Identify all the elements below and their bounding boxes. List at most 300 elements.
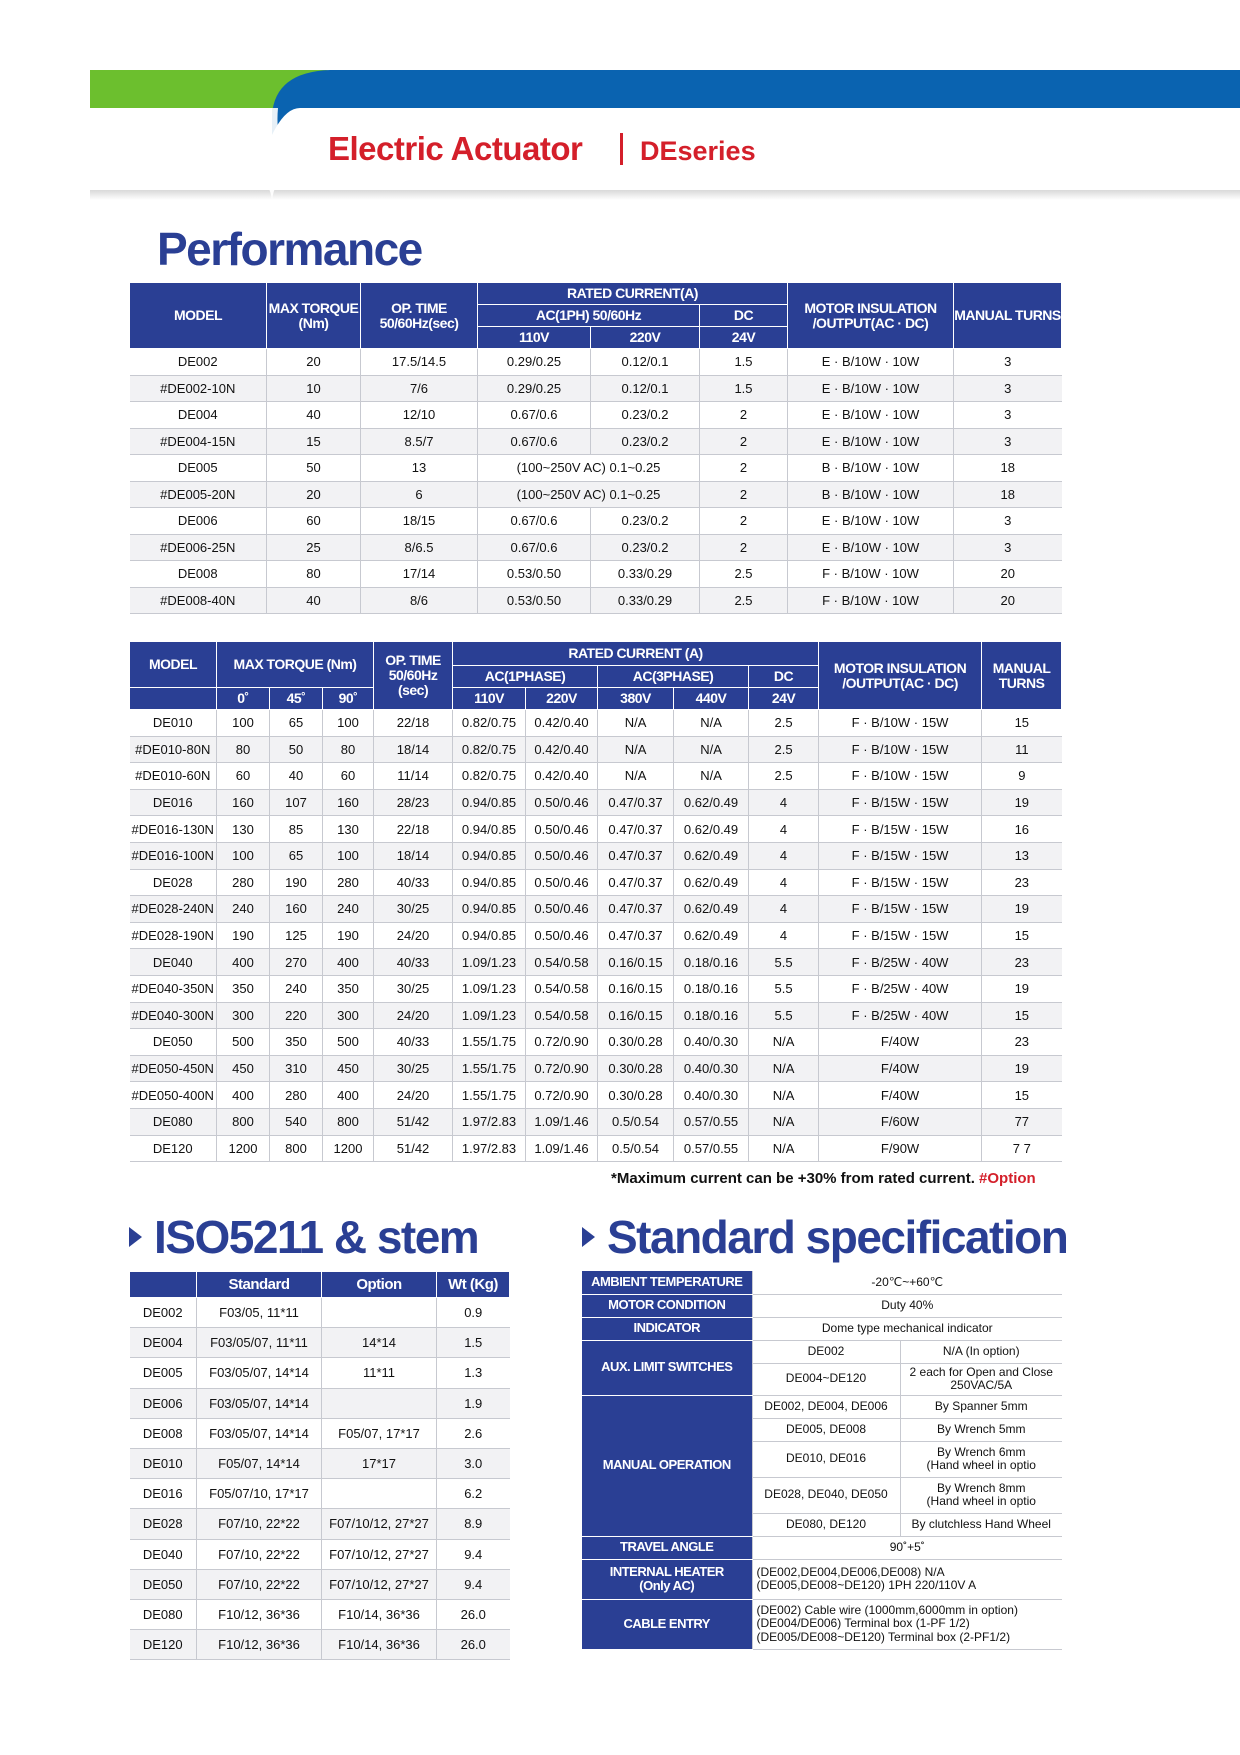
t2-cell-t45: 160	[270, 896, 323, 923]
header-title: Electric Actuator	[328, 130, 583, 167]
spec-travel-label: TRAVEL ANGLE	[582, 1536, 752, 1559]
t1-cell-torque: 50	[267, 455, 361, 482]
t2-cell-c440: N/A	[674, 736, 749, 763]
t2-cell-c380: 0.5/0.54	[598, 1108, 674, 1135]
t2-cell-motor: F · B/15W · 15W	[819, 789, 982, 816]
table-row	[130, 508, 1062, 535]
t1-cell-model: #DE004-15N	[130, 428, 267, 455]
t2-cell-c440: 0.18/0.16	[674, 975, 749, 1002]
t2-cell-c110: 0.94/0.85	[453, 789, 526, 816]
t1-cell-motor: E · B/10W · 10W	[788, 428, 954, 455]
t2-cell-turns: 19	[982, 789, 1062, 816]
t2-cell-model: #DE010-80N	[130, 736, 217, 763]
table-row	[130, 1539, 510, 1569]
t2-header-380v: 380V	[598, 688, 674, 710]
spec-manual-model-4: DE028, DE040, DE050	[752, 1477, 900, 1513]
banner-blue-swoosh	[272, 70, 1240, 135]
t1-header-op-time: OP. TIME 50/60Hz(sec)	[361, 283, 478, 349]
t1-cell-time: 8/6.5	[361, 534, 478, 561]
t2-cell-motor: F/40W	[819, 1082, 982, 1109]
t2-cell-motor: F · B/10W · 15W	[819, 736, 982, 763]
spec-manual-value-3	[900, 1441, 1062, 1477]
t2-cell-turns: 23	[982, 1029, 1062, 1056]
t2-cell-t90: 450	[323, 1055, 374, 1082]
t2-cell-c110: 1.55/1.75	[453, 1082, 526, 1109]
t2-cell-c440: 0.40/0.30	[674, 1055, 749, 1082]
spec-aux-value-2a: 2 each for Open and Close	[909, 1364, 1053, 1379]
table-row	[130, 1328, 510, 1358]
spec-table	[582, 1271, 1062, 1650]
spec-motor-label: MOTOR CONDITION	[582, 1294, 752, 1317]
iso-cell-standard: F05/07, 14*14	[197, 1448, 322, 1478]
t2-cell-turns: 19	[982, 1055, 1062, 1082]
iso-cell-model: DE028	[130, 1509, 197, 1539]
t1-cell-dc: 2.5	[700, 587, 788, 614]
iso-cell-model: DE002	[130, 1298, 197, 1328]
t2-cell-time: 30/25	[374, 975, 453, 1002]
t1-cell-110v: 0.29/0.25	[478, 375, 591, 402]
t2-cell-dc: 2.5	[749, 736, 819, 763]
t2-cell-t45: 240	[270, 975, 323, 1002]
t2-cell-time: 24/20	[374, 922, 453, 949]
t1-cell-motor: E · B/10W · 10W	[788, 402, 954, 429]
t2-cell-t45: 540	[270, 1108, 323, 1135]
t1-header-dc: DC	[700, 305, 788, 327]
t2-cell-motor: F · B/15W · 15W	[819, 816, 982, 843]
t2-cell-c380: 0.47/0.37	[598, 789, 674, 816]
t2-cell-c220: 0.54/0.58	[526, 949, 598, 976]
spec-travel-value: 90˚+5˚	[752, 1536, 1062, 1559]
t1-cell-turns: 3	[954, 508, 1062, 535]
table-row	[130, 1108, 1062, 1135]
iso-cell-model: DE016	[130, 1479, 197, 1509]
footnote-text: *Maximum current can be +30% from rated current.	[611, 1170, 975, 1187]
table-row	[130, 587, 1062, 614]
t2-cell-time: 18/14	[374, 736, 453, 763]
spec-cable-value-2: (DE004/DE006) Terminal box (1-PF 1/2)	[756, 1616, 970, 1631]
t1-cell-model: DE005	[130, 455, 267, 482]
iso-header-model	[130, 1272, 197, 1298]
t2-cell-turns: 16	[982, 816, 1062, 843]
t2-cell-t0: 130	[217, 816, 270, 843]
header-separator	[620, 133, 623, 165]
spec-manual-value-3a: By Wrench 6mm	[937, 1444, 1026, 1459]
t1-cell-turns: 3	[954, 375, 1062, 402]
spec-title: Standard specification	[607, 1211, 1068, 1263]
t2-cell-t45: 40	[270, 763, 323, 790]
iso-cell-wt: 8.9	[437, 1509, 510, 1539]
t1-cell-dc: 2	[700, 455, 788, 482]
t2-cell-t45: 190	[270, 869, 323, 896]
t2-cell-dc: 5.5	[749, 1002, 819, 1029]
t1-cell-110v: 0.53/0.50	[478, 561, 591, 588]
t2-cell-c380: 0.47/0.37	[598, 816, 674, 843]
iso-cell-wt: 9.4	[437, 1569, 510, 1599]
t2-header-angle-90: 90˚	[323, 688, 374, 710]
t2-cell-c110: 0.82/0.75	[453, 736, 526, 763]
spec-manual-value-4a: By Wrench 8mm	[937, 1480, 1026, 1495]
iso-cell-wt: 9.4	[437, 1539, 510, 1569]
t1-body	[130, 349, 1062, 614]
t1-cell-model: #DE006-25N	[130, 534, 267, 561]
t2-cell-c220: 1.09/1.46	[526, 1135, 598, 1162]
t2-cell-t90: 240	[323, 896, 374, 923]
t2-cell-turns: 23	[982, 949, 1062, 976]
t2-cell-c110: 1.55/1.75	[453, 1055, 526, 1082]
t1-cell-motor: E · B/10W · 10W	[788, 375, 954, 402]
table-row	[130, 1029, 1062, 1056]
t2-cell-c220: 0.72/0.90	[526, 1029, 598, 1056]
t1-cell-time: 18/15	[361, 508, 478, 535]
spec-heater-value	[752, 1559, 1062, 1599]
t2-cell-c440: N/A	[674, 763, 749, 790]
t2-cell-t45: 220	[270, 1002, 323, 1029]
t2-cell-dc: 4	[749, 896, 819, 923]
t2-cell-t45: 65	[270, 710, 323, 737]
t1-cell-motor: B · B/10W · 10W	[788, 481, 954, 508]
t2-cell-model: #DE040-300N	[130, 1002, 217, 1029]
t2-cell-motor: F · B/25W · 40W	[819, 949, 982, 976]
iso-cell-standard: F03/05/07, 14*14	[197, 1418, 322, 1448]
iso-cell-wt: 0.9	[437, 1298, 510, 1328]
t2-cell-c220: 0.42/0.40	[526, 763, 598, 790]
t1-cell-dc: 2	[700, 534, 788, 561]
iso-cell-model: DE120	[130, 1630, 197, 1660]
t2-cell-t0: 1200	[217, 1135, 270, 1162]
iso-cell-option: 11*11	[322, 1358, 437, 1388]
t2-cell-model: DE010	[130, 710, 217, 737]
t1-cell-turns: 18	[954, 455, 1062, 482]
t2-cell-model: #DE016-130N	[130, 816, 217, 843]
table-row	[130, 1082, 1062, 1109]
t1-cell-dc: 1.5	[700, 375, 788, 402]
t1-cell-model: DE002	[130, 349, 267, 376]
t2-header-rated-current: RATED CURRENT (A)	[453, 642, 819, 666]
t2-cell-t90: 280	[323, 869, 374, 896]
t1-cell-time: 17.5/14.5	[361, 349, 478, 376]
table-row	[130, 481, 1062, 508]
t1-cell-110v: 0.67/0.6	[478, 402, 591, 429]
table-row	[130, 1358, 510, 1388]
t1-header-manual: MANUAL TURNS	[954, 283, 1062, 349]
t2-cell-dc: 4	[749, 922, 819, 949]
table-row	[130, 975, 1062, 1002]
t2-cell-motor: F/40W	[819, 1029, 982, 1056]
t2-cell-c440: 0.62/0.49	[674, 842, 749, 869]
iso-cell-model: DE008	[130, 1418, 197, 1448]
iso-cell-wt: 26.0	[437, 1599, 510, 1629]
spec-motor-value: Duty 40%	[752, 1294, 1062, 1317]
t2-cell-c110: 1.09/1.23	[453, 949, 526, 976]
t1-header-motor: MOTOR INSULATION /OUTPUT(AC · DC)	[788, 283, 954, 349]
t2-cell-t90: 400	[323, 949, 374, 976]
iso-cell-model: DE040	[130, 1539, 197, 1569]
t2-cell-dc: N/A	[749, 1055, 819, 1082]
t2-cell-c220: 0.50/0.46	[526, 842, 598, 869]
t2-cell-dc: 4	[749, 842, 819, 869]
t2-cell-t0: 240	[217, 896, 270, 923]
t1-header-110v: 110V	[478, 327, 591, 349]
iso-cell-option: F07/10/12, 27*27	[322, 1569, 437, 1599]
t1-cell-model: DE006	[130, 508, 267, 535]
t1-cell-turns: 20	[954, 561, 1062, 588]
t2-cell-turns: 77	[982, 1108, 1062, 1135]
spec-manual-value-1: By Spanner 5mm	[900, 1395, 1062, 1418]
iso-cell-standard: F03/05, 11*11	[197, 1298, 322, 1328]
t2-cell-time: 24/20	[374, 1082, 453, 1109]
t2-cell-c380: N/A	[598, 763, 674, 790]
t1-cell-dc: 2	[700, 508, 788, 535]
t2-cell-t0: 100	[217, 842, 270, 869]
t2-cell-model: #DE040-350N	[130, 975, 217, 1002]
t2-cell-t90: 500	[323, 1029, 374, 1056]
t2-cell-c440: 0.62/0.49	[674, 869, 749, 896]
t2-cell-time: 22/18	[374, 816, 453, 843]
t2-cell-c440: 0.40/0.30	[674, 1029, 749, 1056]
t2-header-440v: 440V	[674, 688, 749, 710]
t2-cell-c110: 1.09/1.23	[453, 1002, 526, 1029]
t2-cell-c380: 0.47/0.37	[598, 869, 674, 896]
iso-cell-model: DE010	[130, 1448, 197, 1478]
t2-cell-c380: 0.16/0.15	[598, 1002, 674, 1029]
t2-header-110v: 110V	[453, 688, 526, 710]
table-row	[130, 1599, 510, 1629]
spec-aux-model-2: DE004~DE120	[752, 1363, 900, 1395]
t2-cell-t45: 270	[270, 949, 323, 976]
t2-cell-t0: 400	[217, 949, 270, 976]
t1-cell-110v: 0.67/0.6	[478, 508, 591, 535]
t2-cell-t45: 350	[270, 1029, 323, 1056]
table-row	[130, 842, 1062, 869]
t2-header-ac1phase: AC(1PHASE)	[453, 666, 598, 688]
iso-cell-model: DE050	[130, 1569, 197, 1599]
t2-cell-model: #DE028-190N	[130, 922, 217, 949]
t2-cell-time: 18/14	[374, 842, 453, 869]
t2-cell-dc: N/A	[749, 1082, 819, 1109]
spec-manual-value-5: By clutchless Hand Wheel	[900, 1513, 1062, 1536]
t1-cell-220v: 0.12/0.1	[591, 349, 700, 376]
t1-cell-220v: 0.33/0.29	[591, 561, 700, 588]
table-row	[130, 1135, 1062, 1162]
t2-header-220v: 220V	[526, 688, 598, 710]
t2-cell-c440: 0.62/0.49	[674, 789, 749, 816]
spec-ambient-label: AMBIENT TEMPERATURE	[582, 1271, 752, 1294]
t1-cell-turns: 3	[954, 402, 1062, 429]
spec-manual-model-5: DE080, DE120	[752, 1513, 900, 1536]
spec-aux-model-1: DE002	[752, 1340, 900, 1363]
iso-header-option: Option	[322, 1272, 437, 1298]
t1-cell-dc: 2.5	[700, 561, 788, 588]
t2-cell-t90: 300	[323, 1002, 374, 1029]
t2-cell-t0: 160	[217, 789, 270, 816]
t1-cell-dc: 2	[700, 481, 788, 508]
spec-ambient-value: -20℃~+60℃	[752, 1271, 1062, 1294]
t2-cell-motor: F · B/15W · 15W	[819, 922, 982, 949]
t2-cell-c110: 1.97/2.83	[453, 1135, 526, 1162]
t1-cell-torque: 60	[267, 508, 361, 535]
t1-cell-220v: 0.23/0.2	[591, 402, 700, 429]
t2-cell-t90: 100	[323, 842, 374, 869]
table-row	[130, 428, 1062, 455]
t1-cell-torque: 80	[267, 561, 361, 588]
t2-cell-t45: 50	[270, 736, 323, 763]
iso-cell-wt: 26.0	[437, 1630, 510, 1660]
iso-cell-option: F10/14, 36*36	[322, 1599, 437, 1629]
t2-cell-motor: F/40W	[819, 1055, 982, 1082]
t2-header-dc: DC	[749, 666, 819, 688]
iso-cell-wt: 1.5	[437, 1328, 510, 1358]
table-row	[130, 1388, 510, 1418]
t2-cell-c110: 1.55/1.75	[453, 1029, 526, 1056]
spec-manual-value-4	[900, 1477, 1062, 1513]
table-row	[130, 816, 1062, 843]
t2-cell-c380: N/A	[598, 710, 674, 737]
t1-cell-turns: 3	[954, 534, 1062, 561]
t1-cell-220v: 0.33/0.29	[591, 587, 700, 614]
iso-cell-wt: 1.9	[437, 1388, 510, 1418]
t2-cell-t0: 400	[217, 1082, 270, 1109]
spec-aux-label: AUX. LIMIT SWITCHES	[582, 1340, 752, 1395]
spec-title-wrap	[582, 1210, 1067, 1264]
t2-cell-c440: 0.57/0.55	[674, 1135, 749, 1162]
t1-header-max-torque: MAX TORQUE (Nm)	[267, 283, 361, 349]
table-row	[130, 736, 1062, 763]
table-row	[130, 1418, 510, 1448]
table-row	[130, 1569, 510, 1599]
iso-cell-standard: F07/10, 22*22	[197, 1509, 322, 1539]
iso-cell-option	[322, 1298, 437, 1328]
t2-cell-t90: 130	[323, 816, 374, 843]
t2-cell-c380: 0.16/0.15	[598, 975, 674, 1002]
iso-cell-model: DE004	[130, 1328, 197, 1358]
t1-cell-torque: 25	[267, 534, 361, 561]
t2-cell-t0: 450	[217, 1055, 270, 1082]
iso-cell-option: F05/07, 17*17	[322, 1418, 437, 1448]
t1-cell-turns: 3	[954, 428, 1062, 455]
iso-cell-standard: F10/12, 36*36	[197, 1630, 322, 1660]
t2-cell-model: DE016	[130, 789, 217, 816]
t2-cell-c380: 0.30/0.28	[598, 1055, 674, 1082]
t2-cell-t90: 80	[323, 736, 374, 763]
t2-cell-dc: 4	[749, 816, 819, 843]
spec-heater-value-2: (DE005,DE008~DE120) 1PH 220/110V A	[756, 1578, 977, 1592]
t2-cell-t0: 500	[217, 1029, 270, 1056]
t2-header-model-blank	[130, 688, 217, 710]
table-row	[130, 1509, 510, 1539]
t1-cell-time: 8.5/7	[361, 428, 478, 455]
table-row	[130, 922, 1062, 949]
iso-cell-option: 17*17	[322, 1448, 437, 1478]
t1-cell-110v: 0.67/0.6	[478, 534, 591, 561]
t2-cell-c380: 0.47/0.37	[598, 922, 674, 949]
t2-cell-time: 30/25	[374, 896, 453, 923]
table-row	[130, 349, 1062, 376]
t2-cell-t45: 65	[270, 842, 323, 869]
table-row	[130, 375, 1062, 402]
t2-cell-c220: 0.42/0.40	[526, 736, 598, 763]
t2-cell-t45: 85	[270, 816, 323, 843]
t2-cell-t90: 400	[323, 1082, 374, 1109]
iso-title-wrap	[129, 1210, 478, 1264]
t1-cell-torque: 40	[267, 587, 361, 614]
t2-cell-t45: 800	[270, 1135, 323, 1162]
t1-cell-model: DE004	[130, 402, 267, 429]
iso-cell-option: F07/10/12, 27*27	[322, 1509, 437, 1539]
iso-table	[129, 1271, 510, 1660]
iso-body	[130, 1298, 510, 1660]
t2-cell-time: 40/33	[374, 949, 453, 976]
spec-heater-label-b: (Only AC)	[639, 1578, 695, 1593]
header-subtitle: DEseries	[640, 136, 756, 166]
t2-cell-dc: N/A	[749, 1029, 819, 1056]
spec-aux-value-2b: 250VAC/5A	[950, 1378, 1013, 1392]
iso-cell-standard: F10/12, 36*36	[197, 1599, 322, 1629]
t2-cell-c110: 0.94/0.85	[453, 816, 526, 843]
iso-cell-wt: 6.2	[437, 1479, 510, 1509]
t2-cell-c440: 0.62/0.49	[674, 816, 749, 843]
t2-cell-t0: 60	[217, 763, 270, 790]
t2-cell-t0: 100	[217, 710, 270, 737]
t2-cell-turns: 15	[982, 1082, 1062, 1109]
t2-cell-c440: 0.18/0.16	[674, 1002, 749, 1029]
t2-cell-c440: N/A	[674, 710, 749, 737]
table-row	[130, 763, 1062, 790]
t2-cell-c380: N/A	[598, 736, 674, 763]
t2-cell-c220: 0.50/0.46	[526, 922, 598, 949]
t2-header-model: MODEL	[130, 642, 217, 688]
t2-cell-c440: 0.18/0.16	[674, 949, 749, 976]
t2-cell-c220: 0.42/0.40	[526, 710, 598, 737]
t2-cell-t90: 350	[323, 975, 374, 1002]
t2-cell-c220: 0.50/0.46	[526, 869, 598, 896]
t2-cell-dc: 5.5	[749, 975, 819, 1002]
iso-title: ISO5211 & stem	[154, 1211, 479, 1263]
iso-cell-standard: F07/10, 22*22	[197, 1539, 322, 1569]
t2-cell-turns: 19	[982, 896, 1062, 923]
t2-cell-t90: 190	[323, 922, 374, 949]
t2-body	[130, 710, 1062, 1162]
t2-cell-dc: 2.5	[749, 763, 819, 790]
table-row	[130, 896, 1062, 923]
table-row	[130, 534, 1062, 561]
table-row	[130, 869, 1062, 896]
t2-cell-t0: 350	[217, 975, 270, 1002]
t2-cell-t90: 160	[323, 789, 374, 816]
performance-table-1	[129, 282, 1062, 614]
iso-cell-model: DE080	[130, 1599, 197, 1629]
t1-cell-torque: 10	[267, 375, 361, 402]
t1-cell-time: 7/6	[361, 375, 478, 402]
table-row	[130, 1298, 510, 1328]
footnote	[611, 1170, 1036, 1187]
t2-header-motor: MOTOR INSULATION /OUTPUT(AC · DC)	[819, 642, 982, 710]
t1-header-24v: 24V	[700, 327, 788, 349]
table-row	[130, 1479, 510, 1509]
t1-cell-110v: 0.53/0.50	[478, 587, 591, 614]
table-row	[130, 949, 1062, 976]
t2-cell-t45: 310	[270, 1055, 323, 1082]
t2-cell-dc: 4	[749, 789, 819, 816]
t1-cell-time: 13	[361, 455, 478, 482]
t1-cell-model: #DE002-10N	[130, 375, 267, 402]
table-row	[130, 1055, 1062, 1082]
t1-header-model: MODEL	[130, 283, 267, 349]
iso-header-wt: Wt (Kg)	[437, 1272, 510, 1298]
t1-cell-model: #DE005-20N	[130, 481, 267, 508]
t2-cell-time: 40/33	[374, 869, 453, 896]
t1-cell-110v: 0.29/0.25	[478, 349, 591, 376]
t2-cell-c440: 0.62/0.49	[674, 922, 749, 949]
